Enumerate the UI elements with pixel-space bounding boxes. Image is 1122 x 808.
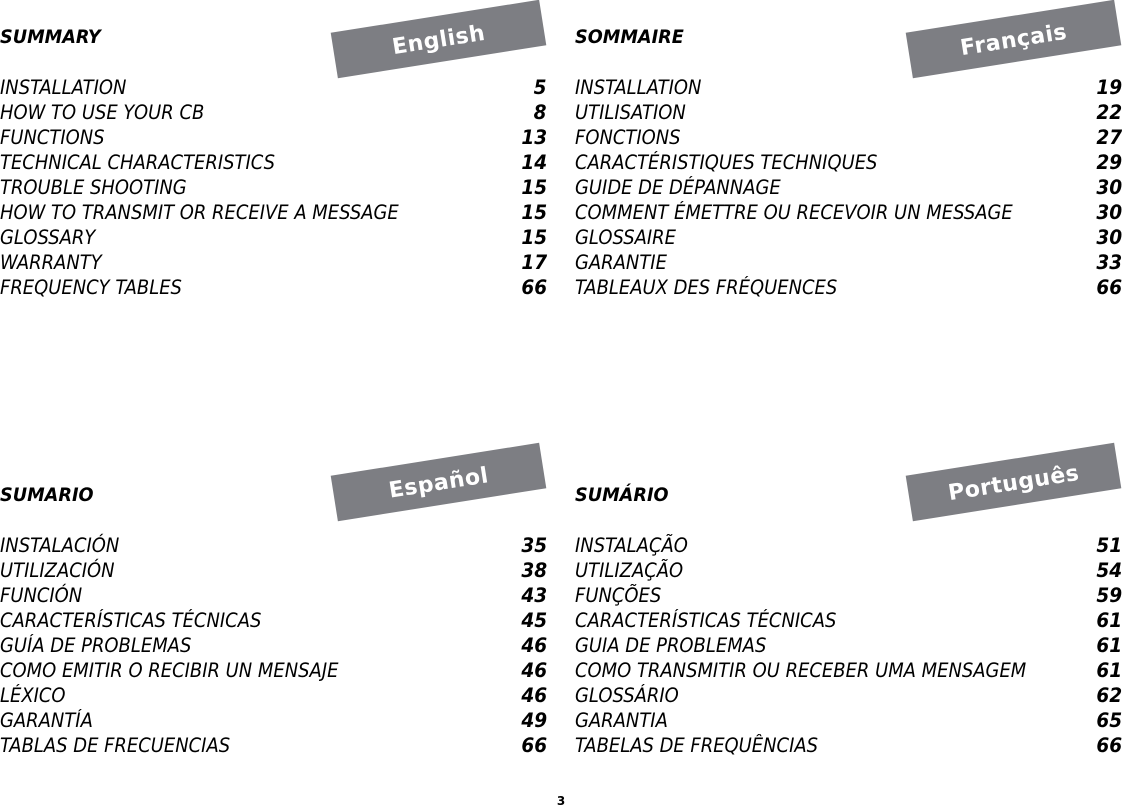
toc-entry-page: 14	[521, 151, 547, 174]
language-tab-label: English	[390, 20, 487, 60]
toc-entry-label: GARANTÍA	[0, 709, 93, 732]
toc-entry-label: COMO TRANSMITIR OU RECEBER UMA MENSAGEM	[575, 659, 1027, 682]
toc-entry-page: 61	[1096, 634, 1122, 657]
toc-entry	[575, 683, 1122, 708]
toc-entry-label: GUIDE DE DÉPANNAGE	[575, 176, 781, 199]
section-title: SOMMAIRE	[575, 26, 684, 48]
toc-entry-label: GARANTIA	[575, 709, 668, 732]
toc-entry-page: 45	[521, 609, 547, 632]
toc-entry-page: 49	[521, 709, 547, 732]
toc-entry-page: 27	[1096, 126, 1122, 149]
toc-entry-label: TROUBLE SHOOTING	[0, 176, 187, 199]
language-tab-portuguese	[906, 443, 1122, 521]
toc-entry-page: 62	[1096, 684, 1122, 707]
toc-entry-page: 66	[1096, 276, 1122, 299]
toc-entry	[0, 708, 547, 733]
toc-entry-label: COMMENT ÉMETTRE OU RECEVOIR UN MESSAGE	[575, 201, 1013, 224]
toc-entry	[575, 150, 1122, 175]
toc-entry-page: 22	[1096, 101, 1122, 124]
toc-entry-page: 15	[521, 176, 547, 199]
toc-entry	[0, 125, 547, 150]
toc-entry	[0, 250, 547, 275]
toc-entry	[575, 533, 1122, 558]
toc-entry-page: 15	[521, 201, 547, 224]
toc-entry-label: GARANTIE	[575, 251, 667, 274]
language-tab-label: Español	[387, 462, 491, 504]
section-title: SUMÁRIO	[575, 484, 669, 506]
toc-entry-page: 30	[1096, 201, 1122, 224]
toc-entry	[575, 200, 1122, 225]
toc-entry	[575, 733, 1122, 758]
toc-entry	[575, 75, 1122, 100]
toc-entry	[0, 608, 547, 633]
toc-entry	[0, 583, 547, 608]
toc-entry-page: 51	[1096, 534, 1122, 557]
toc-entry-label: HOW TO USE YOUR CB	[0, 101, 205, 124]
language-tab-label: Português	[946, 460, 1081, 506]
section-title: SUMARIO	[0, 484, 94, 506]
language-tab-french	[906, 0, 1122, 78]
toc-entry-page: 8	[534, 101, 547, 124]
toc-entry-label: HOW TO TRANSMIT OR RECEIVE A MESSAGE	[0, 201, 399, 224]
toc-entry-page: 29	[1096, 151, 1122, 174]
toc-entry-page: 59	[1096, 584, 1122, 607]
toc-entry-label: INSTALLATION	[0, 76, 127, 99]
toc-entry-page: 66	[521, 276, 547, 299]
toc-entry-label: COMO EMITIR O RECIBIR UN MENSAJE	[0, 659, 339, 682]
toc-entry-page: 46	[521, 659, 547, 682]
toc-entry-label: TABLEAUX DES FRÉQUENCES	[575, 276, 838, 299]
toc-entry	[0, 558, 547, 583]
toc-entry-label: WARRANTY	[0, 251, 102, 274]
toc-entry-label: CARACTERÍSTICAS TÉCNICAS	[0, 609, 262, 632]
toc-entry	[575, 225, 1122, 250]
toc-entry	[575, 175, 1122, 200]
toc-entry-label: GLOSSÁRIO	[575, 684, 679, 707]
toc-entry	[0, 683, 547, 708]
toc-entry-label: UTILISATION	[575, 101, 686, 124]
toc-list	[575, 75, 1122, 300]
language-tab-spanish	[331, 443, 547, 521]
toc-entry-page: 30	[1096, 226, 1122, 249]
toc-entry	[0, 275, 547, 300]
toc-entry-label: FUNÇÕES	[575, 584, 662, 607]
section-title: SUMMARY	[0, 26, 101, 48]
toc-entry	[575, 583, 1122, 608]
toc-entry	[0, 200, 547, 225]
toc-entry-page: 61	[1096, 659, 1122, 682]
english-section	[0, 0, 547, 299]
toc-entry-page: 54	[1096, 559, 1122, 582]
toc-entry-label: LÉXICO	[0, 684, 66, 707]
toc-entry-label: GUÍA DE PROBLEMAS	[0, 634, 192, 657]
toc-entry	[0, 75, 547, 100]
toc-entry-page: 66	[1096, 734, 1122, 757]
toc-entry	[575, 608, 1122, 633]
toc-entry-label: TECHNICAL CHARACTERISTICS	[0, 151, 276, 174]
toc-entry-label: FREQUENCY TABLES	[0, 276, 182, 299]
toc-entry-page: 5	[534, 76, 547, 99]
page-number: 3	[556, 794, 566, 808]
toc-entry	[0, 733, 547, 758]
french-section	[575, 0, 1122, 299]
toc-entry	[575, 708, 1122, 733]
toc-entry-label: INSTALLATION	[575, 76, 702, 99]
language-tab-label: Français	[958, 19, 1069, 61]
toc-entry-label: UTILIZAÇÃO	[575, 559, 684, 582]
toc-entry-page: 15	[521, 226, 547, 249]
toc-entry-label: UTILIZACIÓN	[0, 559, 115, 582]
toc-entry-page: 46	[521, 634, 547, 657]
toc-entry-label: FONCTIONS	[575, 126, 681, 149]
toc-entry-page: 33	[1096, 251, 1122, 274]
toc-entry	[0, 150, 547, 175]
toc-entry-page: 19	[1096, 76, 1122, 99]
toc-entry-page: 35	[521, 534, 547, 557]
toc-entry	[0, 100, 547, 125]
toc-entry-label: INSTALACIÓN	[0, 534, 120, 557]
toc-list	[0, 533, 547, 758]
toc-list	[0, 75, 547, 300]
toc-entry	[575, 100, 1122, 125]
toc-entry-label: GLOSSARY	[0, 226, 96, 249]
toc-entry-label: CARACTERÍSTICAS TÉCNICAS	[575, 609, 837, 632]
toc-entry-page: 38	[521, 559, 547, 582]
toc-entry	[0, 533, 547, 558]
toc-list	[575, 533, 1122, 758]
toc-entry	[575, 275, 1122, 300]
toc-entry-label: FUNCIÓN	[0, 584, 83, 607]
toc-entry-page: 30	[1096, 176, 1122, 199]
portuguese-section	[575, 458, 1122, 757]
toc-entry-page: 66	[521, 734, 547, 757]
toc-entry	[575, 558, 1122, 583]
toc-entry-label: CARACTÉRISTIQUES TECHNIQUES	[575, 151, 878, 174]
toc-entry-label: FUNCTIONS	[0, 126, 105, 149]
toc-entry	[0, 658, 547, 683]
toc-entry-page: 61	[1096, 609, 1122, 632]
spanish-section	[0, 458, 547, 757]
toc-entry-page: 43	[521, 584, 547, 607]
language-tab-english	[331, 0, 547, 78]
toc-entry-page: 65	[1096, 709, 1122, 732]
toc-entry-page: 13	[521, 126, 547, 149]
toc-entry	[0, 225, 547, 250]
toc-entry	[575, 658, 1122, 683]
toc-entry-page: 46	[521, 684, 547, 707]
toc-entry-label: TABELAS DE FREQUÊNCIAS	[575, 734, 819, 757]
toc-entry-label: TABLAS DE FRECUENCIAS	[0, 734, 231, 757]
toc-entry-label: INSTALAÇÃO	[575, 534, 688, 557]
toc-entry	[575, 125, 1122, 150]
toc-entry-page: 17	[521, 251, 547, 274]
toc-entry-label: GUIA DE PROBLEMAS	[575, 634, 767, 657]
toc-entry	[0, 175, 547, 200]
toc-entry	[575, 633, 1122, 658]
toc-entry-label: GLOSSAIRE	[575, 226, 676, 249]
toc-entry	[0, 633, 547, 658]
toc-entry	[575, 250, 1122, 275]
